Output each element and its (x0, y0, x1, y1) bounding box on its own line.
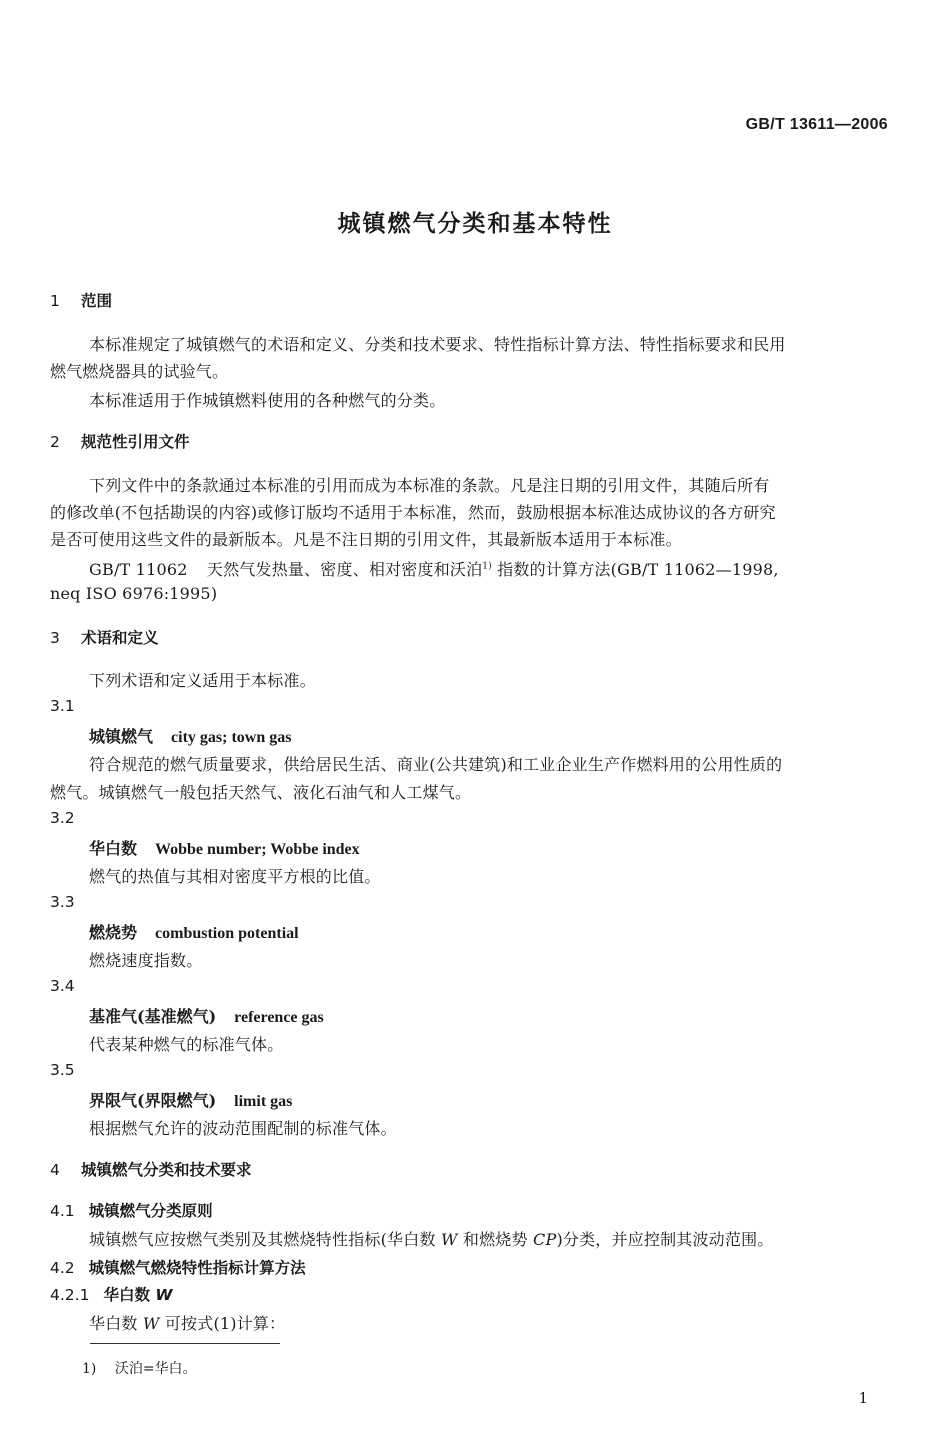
definition-line: 燃气的热值与其相对密度平方根的比值。 (89, 867, 381, 886)
clause-number: 3.5 (50, 1061, 75, 1079)
section-1-heading (50, 289, 112, 311)
footnote-text: 沃泊=华白。 (114, 1361, 197, 1377)
paragraph-line: 的修改单(不包括勘误的内容)或修订版均不适用于本标准，然而，鼓励根据本标准达成协议的各方研究 (50, 503, 776, 522)
symbol-w: W (155, 1286, 173, 1304)
clause-number: 3.3 (50, 893, 75, 911)
term-chinese: 华白数 (89, 839, 138, 858)
definition-line: 根据燃气允许的波动范围配制的标准气体。 (89, 1119, 397, 1138)
footnote-marker: 1) (482, 561, 492, 572)
term-entry (89, 1088, 292, 1111)
subsection-4-1-heading (50, 1199, 213, 1221)
reference-title-cont: 指数的计算方法(GB/T 11062—1998, (497, 560, 779, 579)
paragraph-line (89, 1311, 285, 1334)
term-english: Wobbe number; Wobbe index (155, 841, 360, 858)
clause-number: 3.4 (50, 977, 75, 995)
section-number: 4 (50, 1161, 60, 1179)
text-fragment: )分类，并应控制其波动范围。 (556, 1230, 774, 1249)
page-number: 1 (858, 1389, 868, 1407)
term-english: reference gas (234, 1009, 324, 1026)
section-number: 3 (50, 629, 60, 647)
section-3-heading (50, 626, 159, 648)
term-entry (89, 724, 291, 747)
text-fragment: 城镇燃气应按燃气类别及其燃烧特性指标(华白数 (89, 1230, 436, 1249)
term-chinese: 城镇燃气 (89, 727, 154, 746)
definition-line: 燃烧速度指数。 (89, 951, 203, 970)
symbol-cp: CP (533, 1230, 557, 1249)
term-entry (89, 836, 360, 859)
footnote (82, 1358, 197, 1378)
section-title: 范围 (81, 292, 113, 310)
subsection-title: 城镇燃气分类原则 (88, 1202, 213, 1220)
reference-code: GB/T 11062 (89, 560, 188, 579)
paragraph-line: 本标准适用于作城镇燃料使用的各种燃气的分类。 (89, 391, 446, 410)
definition-line: 代表某种燃气的标准气体。 (89, 1035, 284, 1054)
subsection-number: 4.2 (50, 1259, 75, 1277)
reference-entry (89, 557, 779, 580)
term-chinese: 基准气(基准燃气) (89, 1007, 217, 1026)
definition-line: 燃气。城镇燃气一般包括天然气、液化石油气和人工煤气。 (50, 783, 472, 802)
section-number: 1 (50, 292, 60, 310)
reference-title: 天然气发热量、密度、相对密度和沃泊 (206, 560, 483, 579)
paragraph-line: 下列术语和定义适用于本标准。 (89, 671, 316, 690)
definition-line: 符合规范的燃气质量要求，供给居民生活、商业(公共建筑)和工业企业生产作燃料用的公用性质的 (89, 755, 783, 774)
paragraph-line: 本标准规定了城镇燃气的术语和定义、分类和技术要求、特性指标计算方法、特性指标要求和民用 (89, 335, 786, 354)
term-chinese: 燃烧势 (89, 923, 138, 942)
section-4-heading (50, 1158, 252, 1180)
subsection-title: 华白数 (103, 1286, 150, 1304)
text-fragment: 可按式(1)计算： (164, 1314, 286, 1333)
term-english: combustion potential (155, 925, 299, 942)
section-title: 术语和定义 (81, 629, 159, 647)
subsection-number: 4.1 (50, 1202, 75, 1220)
text-fragment: 华白数 (89, 1314, 138, 1333)
footnote-divider (90, 1343, 280, 1344)
symbol-w: W (142, 1314, 160, 1333)
term-chinese: 界限气(界限燃气) (89, 1091, 217, 1110)
section-2-heading (50, 430, 190, 452)
clause-number: 3.1 (50, 697, 75, 715)
paragraph-line: 是否可使用这些文件的最新版本。凡是不注日期的引用文件，其最新版本适用于本标准。 (50, 530, 682, 549)
text-fragment: 和燃烧势 (462, 1230, 528, 1249)
term-entry (89, 920, 299, 943)
subsection-4-2-heading (50, 1256, 306, 1278)
footnote-marker: 1) (82, 1361, 97, 1377)
subsection-number: 4.2.1 (50, 1286, 90, 1304)
subsection-4-2-1-heading (50, 1283, 172, 1305)
section-title: 规范性引用文件 (81, 433, 190, 451)
document-title: 城镇燃气分类和基本特性 (337, 211, 613, 237)
term-entry (89, 1004, 324, 1027)
section-number: 2 (50, 433, 60, 451)
term-english: city gas; town gas (171, 729, 292, 746)
clause-number: 3.2 (50, 809, 75, 827)
term-english: limit gas (234, 1093, 293, 1110)
symbol-w: W (440, 1230, 458, 1249)
standard-code: GB/T 13611—2006 (745, 116, 888, 133)
reference-entry-cont: neq ISO 6976:1995) (50, 584, 218, 603)
paragraph-line (89, 1227, 773, 1250)
paragraph-line: 燃气燃烧器具的试验气。 (50, 362, 229, 381)
section-title: 城镇燃气分类和技术要求 (81, 1161, 252, 1179)
paragraph-line: 下列文件中的条款通过本标准的引用而成为本标准的条款。凡是注日期的引用文件，其随后所有 (89, 476, 770, 495)
subsection-title: 城镇燃气燃烧特性指标计算方法 (88, 1259, 306, 1277)
